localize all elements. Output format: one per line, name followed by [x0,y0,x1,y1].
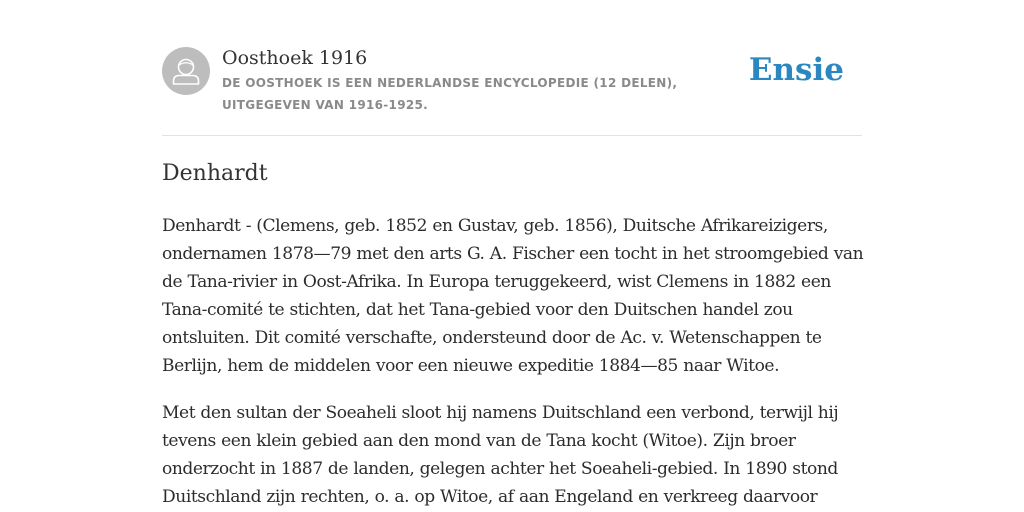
source-description: DE OOSTHOEK IS EEN NEDERLANDSE ENCYCLOPEDIE (12 DELEN), UITGEGEVEN VAN 1916-1925. [222,76,678,112]
source-header [162,46,862,116]
article-paragraph: Met den sultan der Soeaheli sloot hij namens Duitschland een verbond, terwijl hij tevens een klein gebied aan den mond van de Tana kocht (Witoe). Zijn broer onderzocht in 1887 de landen, gelegen achter het Soeaheli-gebied. In 1890 stond Duitschland zijn rechten, o. a. op Witoe, af aan Engeland en verkreeg daarvoor [162,403,839,507]
source-name-link[interactable]: Oosthoek 1916 [222,47,368,69]
article-body [162,212,864,512]
ensie-logo[interactable]: Ensie [748,52,844,88]
header-divider [162,135,862,136]
user-icon [162,47,210,95]
article-paragraph: Denhardt - (Clemens, geb. 1852 en Gustav, geb. 1856), Duitsche Afrikareizigers, ondernamen 1878—79 met den arts G. A. Fischer een tocht in het stroomgebied van de Tana-rivier in Oost-Afrika. In Europa teruggekeerd, wist Clemens in 1882 een Tana-comité te stichten, dat het Tana-gebied voor den Duitschen handel zou ontsluiten. Dit comité verschafte, ondersteund door de Ac. v. Wetenschappen te Berlijn, hem de middelen voor een nieuwe expeditie 1884—85 naar Witoe. [162,216,864,376]
source-avatar[interactable] [162,47,210,95]
article-title: Denhardt [162,161,268,186]
